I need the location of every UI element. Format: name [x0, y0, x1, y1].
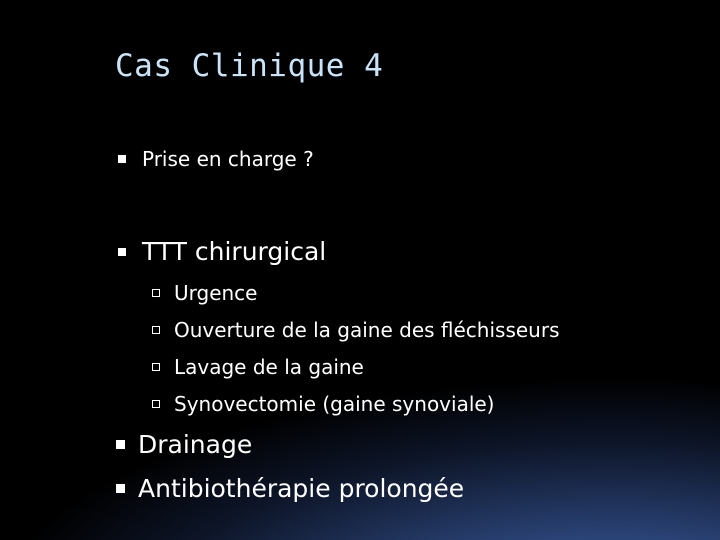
sub-bullet-item [152, 318, 560, 342]
bullet-text: Antibiothérapie prolongée [138, 474, 465, 503]
sub-bullet-item [152, 281, 258, 305]
outlined-square-bullet-icon [152, 289, 160, 297]
bullet-item [118, 147, 314, 171]
bullet-text: TTT chirurgical [142, 237, 327, 266]
slide-title: Cas Clinique 4 [115, 48, 384, 84]
square-bullet-icon [116, 440, 125, 449]
outlined-square-bullet-icon [152, 400, 160, 408]
bullet-text: Prise en charge ? [142, 147, 314, 171]
square-bullet-icon [118, 248, 126, 256]
sub-bullet-text: Synovectomie (gaine synoviale) [174, 392, 495, 416]
square-bullet-icon [116, 484, 125, 493]
square-bullet-icon [118, 155, 126, 163]
outlined-square-bullet-icon [152, 326, 160, 334]
bullet-item [116, 474, 464, 503]
outlined-square-bullet-icon [152, 363, 160, 371]
bullet-text: Drainage [138, 430, 253, 459]
sub-bullet-text: Ouverture de la gaine des fléchisseurs [174, 318, 560, 342]
sub-bullet-text: Lavage de la gaine [174, 355, 364, 379]
sub-bullet-item [152, 355, 364, 379]
sub-bullet-text: Urgence [174, 281, 258, 305]
sub-bullet-item [152, 392, 495, 416]
bullet-item [118, 237, 326, 266]
bullet-item [116, 430, 252, 459]
